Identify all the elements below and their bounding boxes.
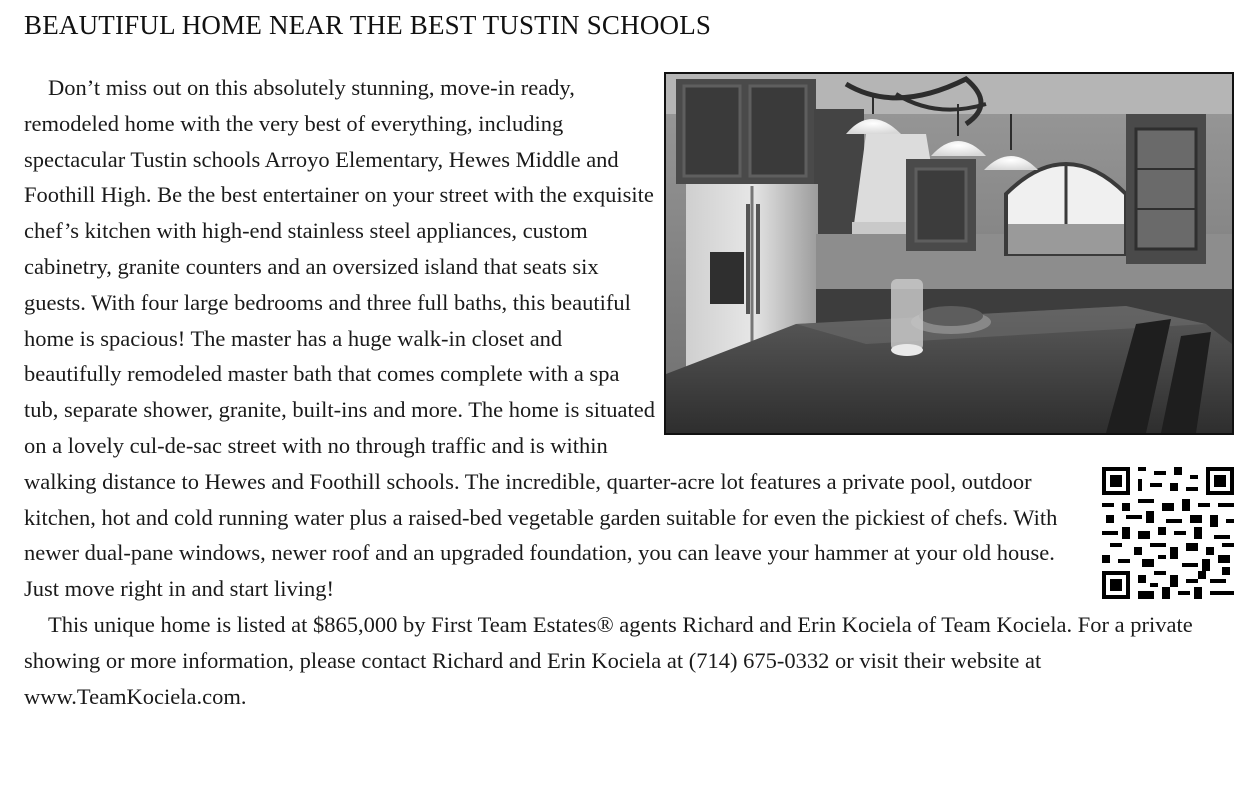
- article-body: [24, 70, 1234, 714]
- qr-code-icon[interactable]: [1102, 467, 1234, 599]
- kitchen-photo: [664, 72, 1234, 435]
- article-paragraph: Don’t miss out on this absolutely stunning, move-in ready, remodeled home with the very best of everything, including spectacular Tustin schools Arroyo Elementary, Hewes Middle and Foothill High. Be the best entertainer on your street with the exquisite chef’s kitchen with high-end stainless steel appliances, custom cabinetry, granite counters and an oversized island that seats six guests. With four large bedrooms and three full baths, this beautiful home is spacious! The master has a huge walk-in closet and beautifully remodeled master bath that comes complete with a spa tub, separate shower, granite, built-ins and more. The home is situated on a lovely cul-de-sac street with no through traffic and is within walking distance to Hewes and Foothill schools. The incredible, quarter-acre lot features a private pool, outdoor kitchen, hot and cold running water plus a raised-bed vegetable garden suitable for even the pickiest of chefs. With newer dual-pane windows, newer roof and an upgraded foundation, you can leave your hammer at your old house. Just move right in and start living!: [24, 75, 1058, 602]
- page-title: BEAUTIFUL HOME NEAR THE BEST TUSTIN SCHOOLS: [24, 10, 712, 40]
- article-paragraph: This unique home is listed at $865,000 by First Team Estates® agents Richard and Erin Kociela of Team Kociela. For a private showing or more information, please contact Richard and Erin Kociela at (714) 675-0332 or visit their website at www.TeamKociela.com.: [24, 611, 1193, 709]
